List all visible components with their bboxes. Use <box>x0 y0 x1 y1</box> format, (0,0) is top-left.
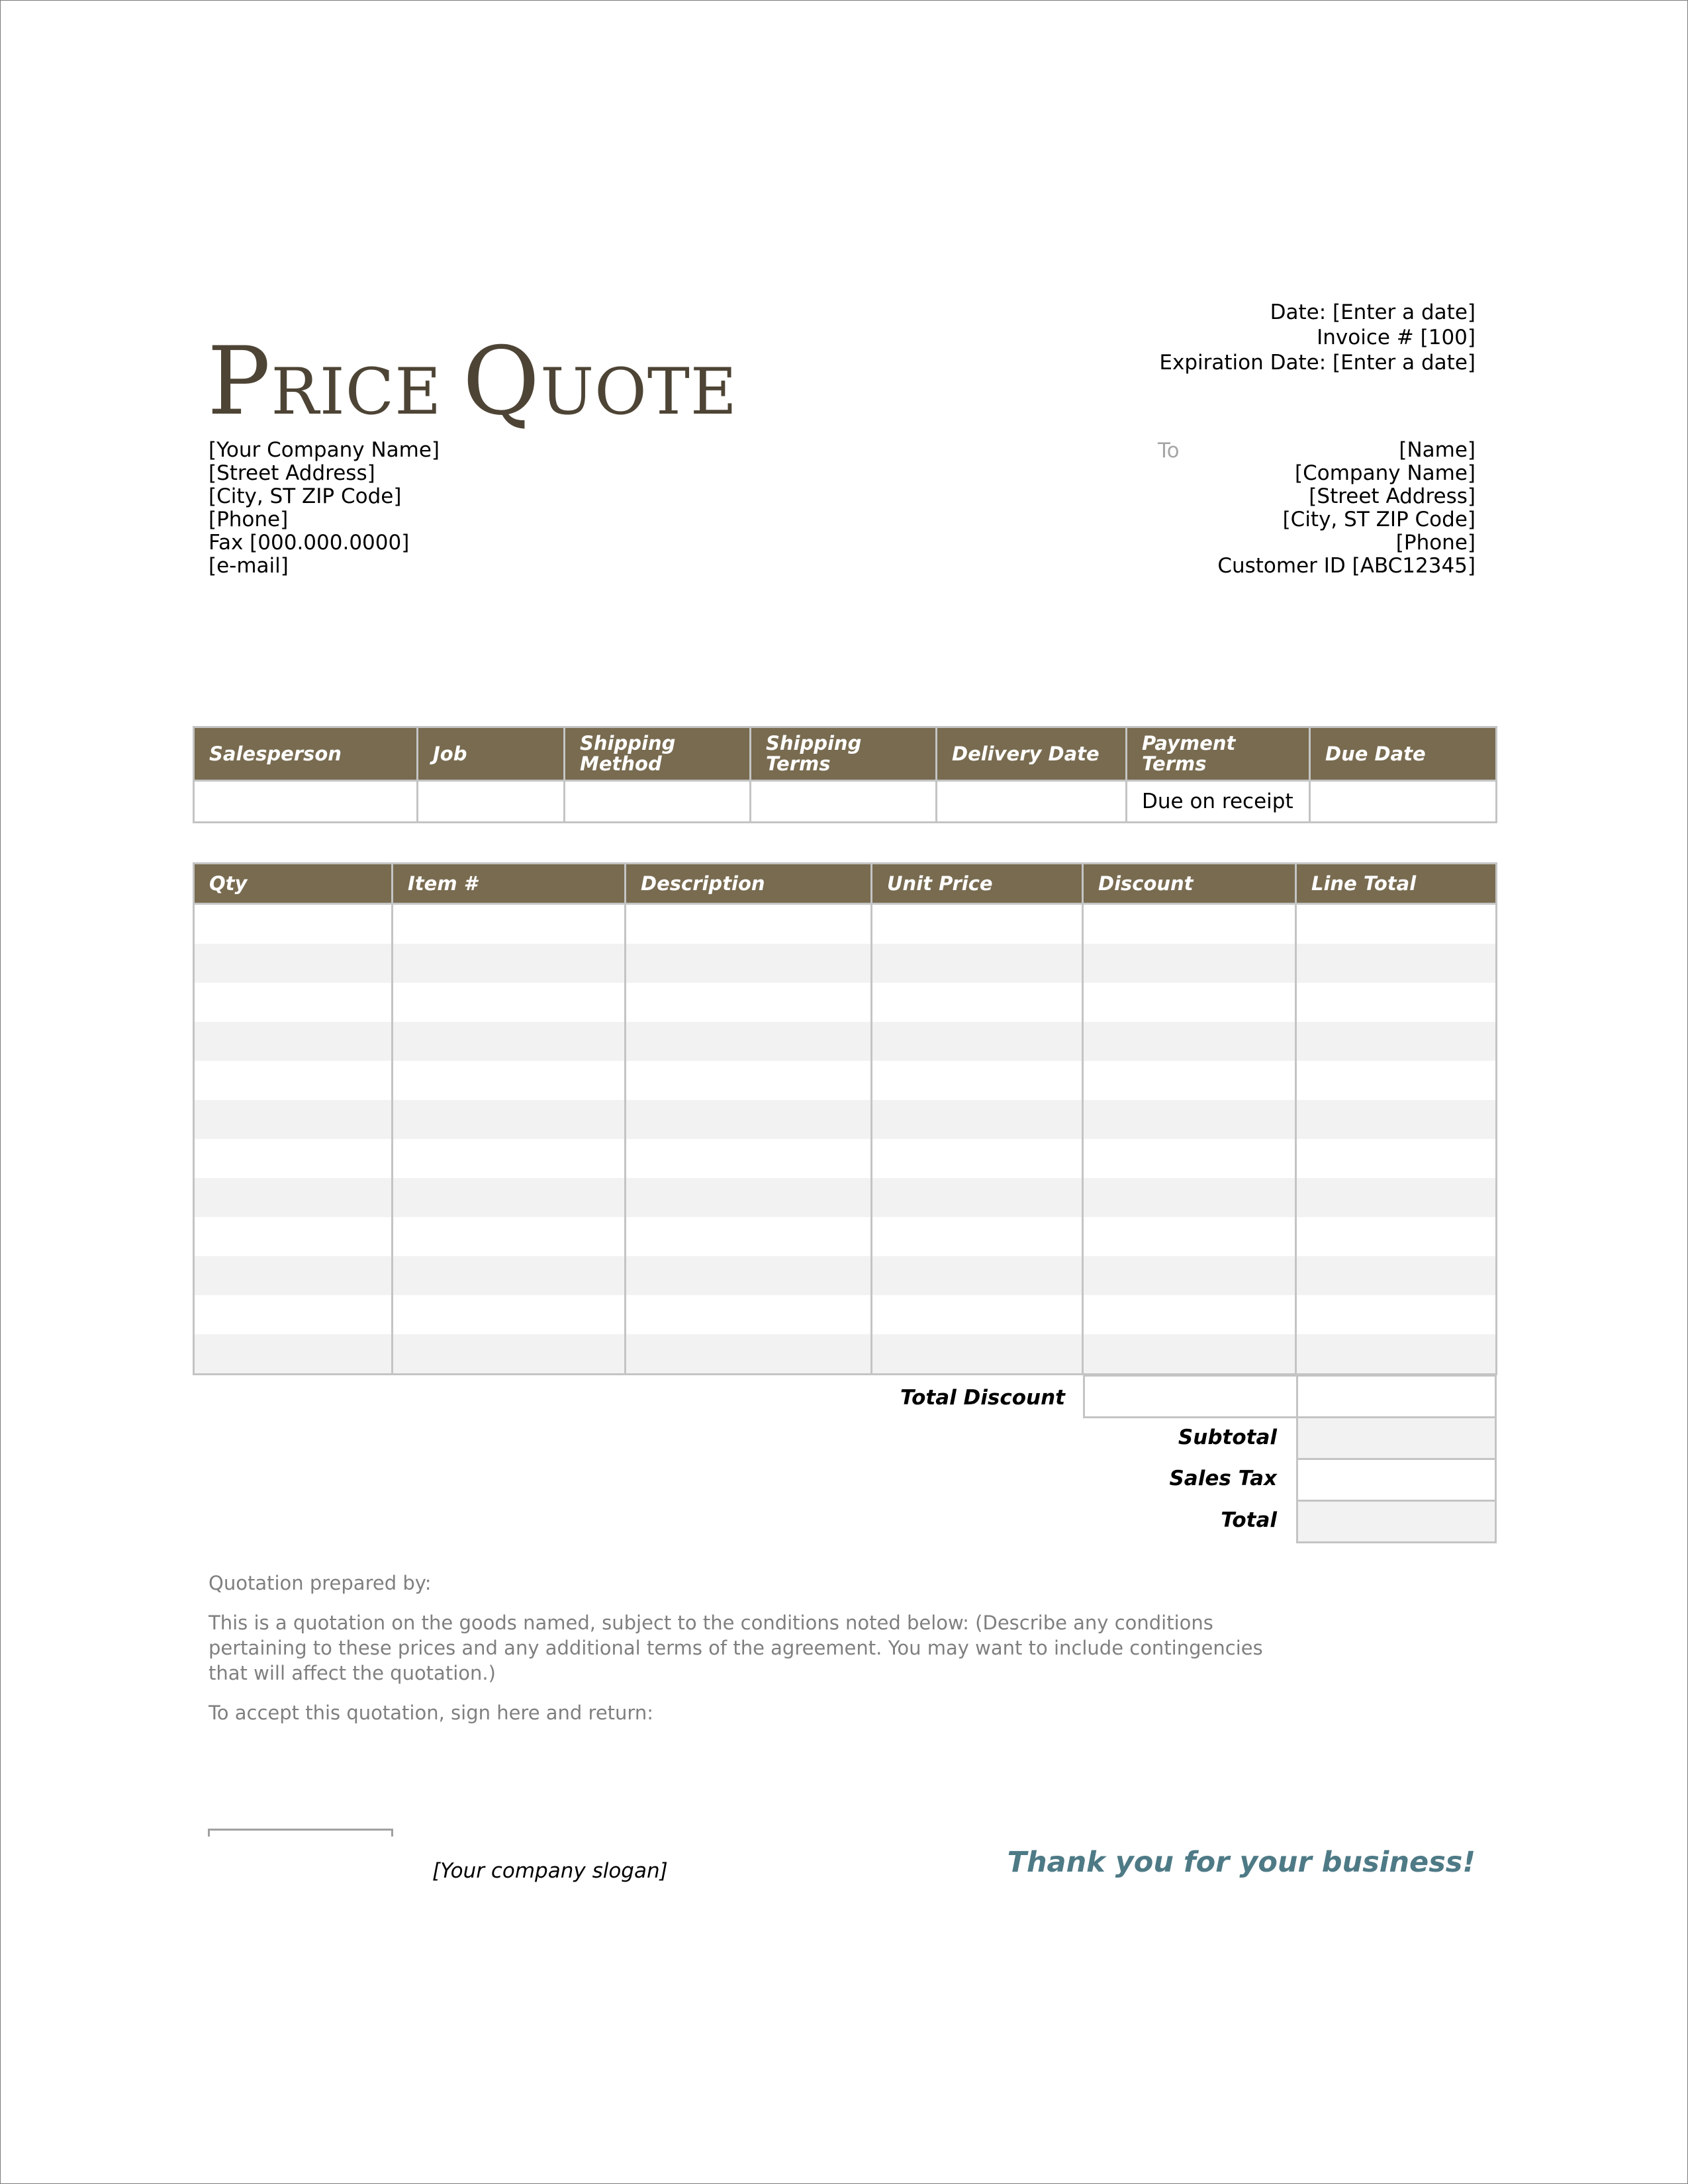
line-items-header <box>194 864 1497 904</box>
table-row <box>194 1295 1497 1334</box>
header-unit-price: Unit Price <box>872 864 1083 904</box>
total-label: Total <box>1221 1508 1277 1532</box>
expiration-date: Expiration Date: [Enter a date] <box>1159 351 1476 375</box>
recipient-company: [Company Name] <box>1295 461 1476 485</box>
header-shipping-method: Shipping Method <box>565 727 751 781</box>
table-row <box>194 1139 1497 1178</box>
quote-meta <box>1159 300 1476 375</box>
table-row <box>194 1100 1497 1139</box>
cell-shipping-terms[interactable] <box>751 781 937 823</box>
header-shipping-terms: Shipping Terms <box>751 727 937 781</box>
total-discount-line-total[interactable] <box>1296 1375 1497 1418</box>
line-items-table <box>193 862 1497 1375</box>
recipient-address <box>1217 439 1476 578</box>
table-row <box>194 1061 1497 1100</box>
conditions-text: This is a quotation on the goods named, subject to the conditions noted below: (Describe any conditions pertaining to these prices and any additional terms of the agreement. You may want to include contingencies that will affect the quotation.) <box>209 1612 1263 1684</box>
subtotal-value[interactable] <box>1296 1416 1497 1460</box>
sender-phone: [Phone] <box>209 508 289 531</box>
sender-company: [Your Company Name] <box>209 438 440 462</box>
subtotal-divider <box>1083 1416 1085 1418</box>
document-title: PRICE QUOTE <box>207 327 737 436</box>
header-qty: Qty <box>194 864 393 904</box>
cell-due-date[interactable] <box>1310 781 1497 823</box>
company-slogan: [Your company slogan] <box>432 1859 668 1883</box>
total-discount-value[interactable] <box>1083 1375 1298 1418</box>
cell-delivery-date[interactable] <box>937 781 1127 823</box>
order-info-table <box>193 726 1497 823</box>
table-row <box>194 1217 1497 1256</box>
sales-tax-label: Sales Tax <box>1169 1467 1277 1490</box>
header-delivery-date: Delivery Date <box>937 727 1127 781</box>
header-description: Description <box>626 864 872 904</box>
cell-salesperson[interactable] <box>194 781 418 823</box>
signature-line <box>208 1829 393 1837</box>
subtotal-label: Subtotal <box>1178 1426 1277 1449</box>
header-due-date: Due Date <box>1310 727 1497 781</box>
sender-street: [Street Address] <box>209 461 375 485</box>
sender-city: [City, ST ZIP Code] <box>209 484 402 508</box>
accept-instructions: To accept this quotation, sign here and return: <box>209 1702 653 1724</box>
quotation-notes <box>209 1570 1294 1740</box>
sales-tax-value[interactable] <box>1296 1458 1497 1502</box>
header-item-number: Item # <box>393 864 626 904</box>
recipient-name: [Name] <box>1399 438 1476 462</box>
header-salesperson: Salesperson <box>194 727 418 781</box>
prepared-by: Quotation prepared by: <box>209 1572 432 1594</box>
table-row <box>194 1256 1497 1295</box>
order-info-header <box>194 727 1497 781</box>
cell-shipping-method[interactable] <box>565 781 751 823</box>
header-payment-terms: Payment Terms <box>1127 727 1310 781</box>
header-job: Job <box>418 727 565 781</box>
table-row <box>194 1334 1497 1375</box>
quote-date: Date: [Enter a date] <box>1270 300 1476 324</box>
header-line-total: Line Total <box>1296 864 1497 904</box>
recipient-city: [City, ST ZIP Code] <box>1282 508 1476 531</box>
sender-address <box>209 439 440 578</box>
cell-payment-terms[interactable]: Due on receipt <box>1127 781 1310 823</box>
table-row <box>194 1022 1497 1061</box>
to-label: To <box>1158 439 1180 463</box>
customer-id: Customer ID [ABC12345] <box>1217 554 1476 578</box>
recipient-street: [Street Address] <box>1309 484 1476 508</box>
total-discount-label: Total Discount <box>900 1386 1065 1410</box>
recipient-phone: [Phone] <box>1395 531 1476 555</box>
sender-email: [e-mail] <box>209 554 289 578</box>
header-discount: Discount <box>1083 864 1296 904</box>
table-row <box>194 983 1497 1022</box>
cell-job[interactable] <box>418 781 565 823</box>
table-row <box>194 944 1497 983</box>
table-row <box>194 904 1497 944</box>
order-info-row <box>194 781 1497 823</box>
invoice-number: Invoice # [100] <box>1317 326 1476 349</box>
table-row <box>194 1178 1497 1217</box>
thank-you-message: Thank you for your business! <box>1007 1846 1476 1879</box>
sender-fax: Fax [000.000.0000] <box>209 531 410 555</box>
total-value[interactable] <box>1296 1500 1497 1543</box>
